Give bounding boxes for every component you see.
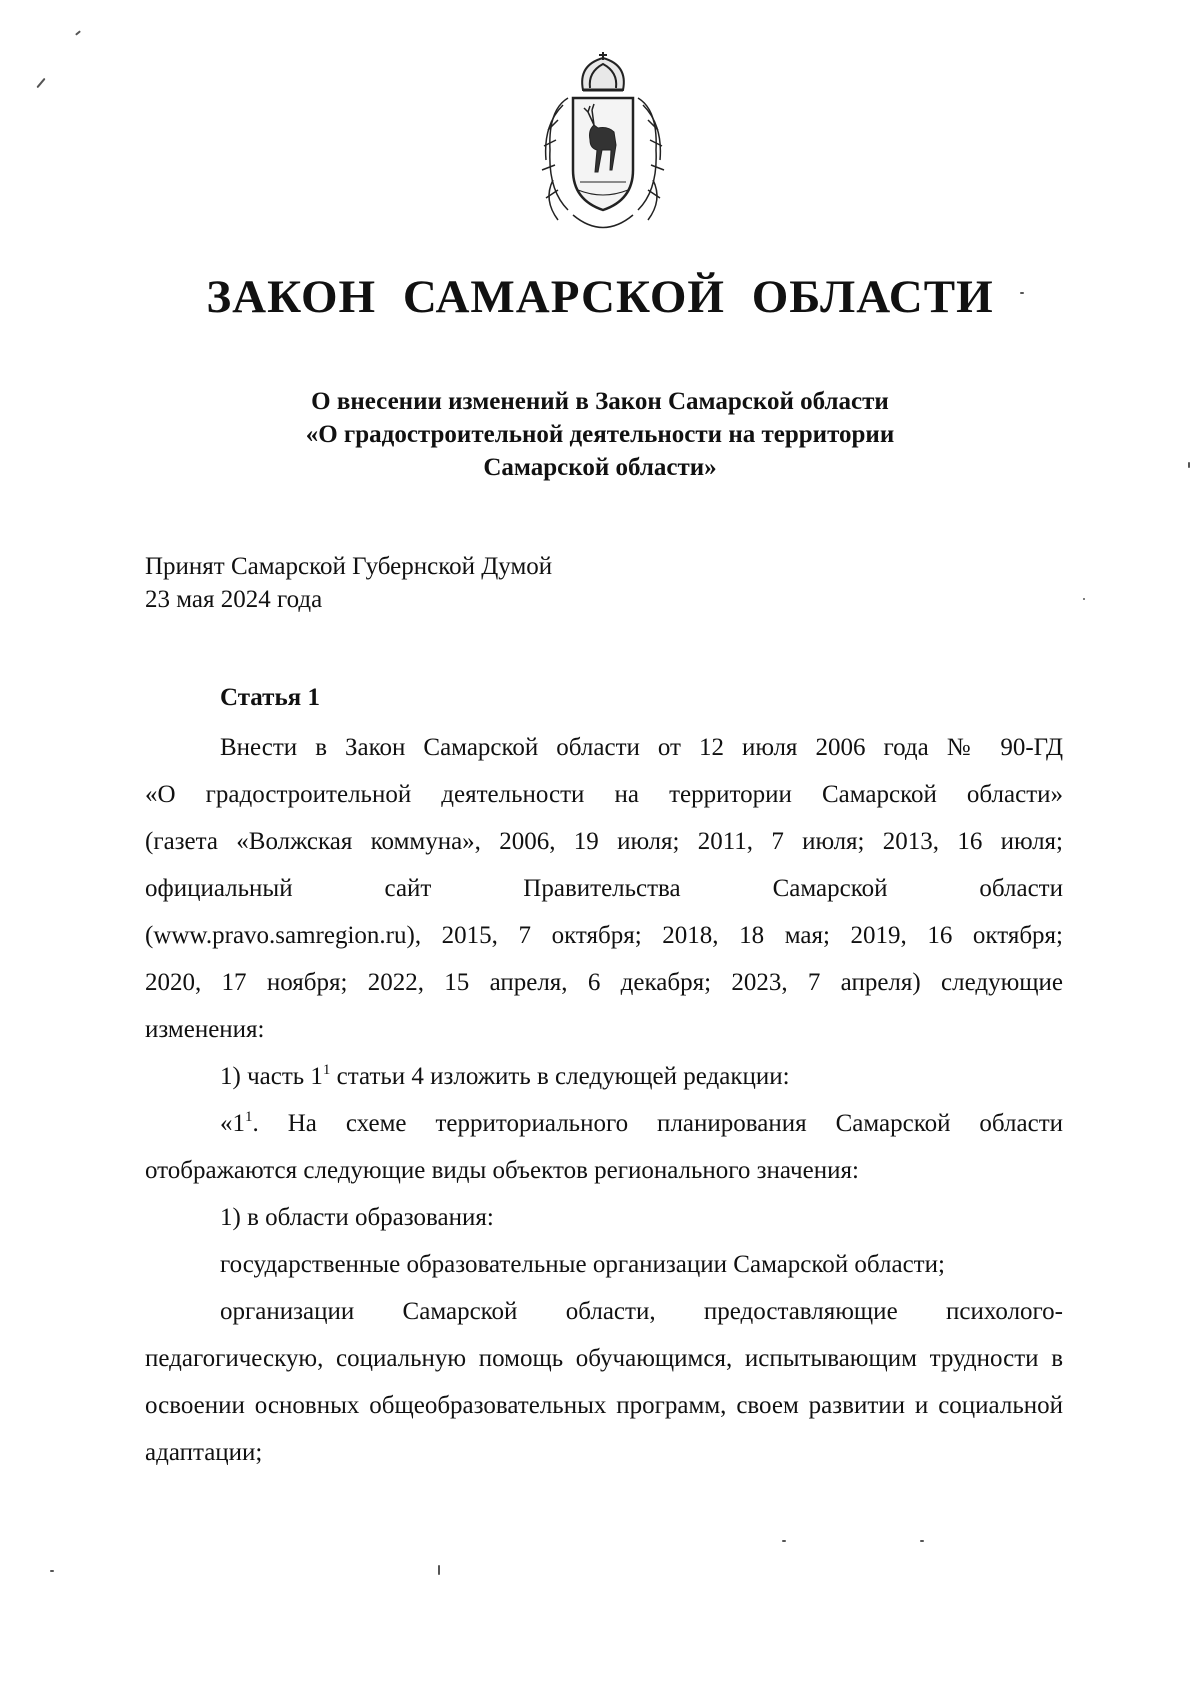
body-line: (www.pravo.samregion.ru), 2015, 7 октября; 2018, 18 мая; 2019, 16 октября; bbox=[145, 922, 1063, 949]
scan-speck bbox=[1188, 462, 1190, 468]
law-title: ЗАКОН САМАРСКОЙ ОБЛАСТИ bbox=[206, 271, 994, 323]
amendment-item bbox=[145, 1053, 1063, 1100]
sub-item-line: государственные образовательные организации Самарской области; bbox=[220, 1251, 945, 1278]
quote-body: . На схеме территориального планирования Самарской области отображаются следующие виды объектов регионального значения: bbox=[145, 1110, 1063, 1184]
body-line: официальный сайт Правительства Самарской области bbox=[145, 875, 1063, 902]
sub-item-line: организации Самарской области, предоставляющие психолого-педагогическую, социальную помощь обучающимся, испытывающим трудности в освоении основных общеобразовательных программ, своем развитии и социальной адаптации; bbox=[145, 1298, 1063, 1466]
quoted-text bbox=[145, 1100, 1063, 1194]
body-line: (газета «Волжская коммуна», 2006, 19 июля; 2011, 7 июля; 2013, 16 июля; bbox=[145, 828, 1063, 855]
adoption-date: 23 мая 2024 года bbox=[145, 586, 323, 613]
item-suffix: статьи 4 изложить в следующей редакции: bbox=[330, 1063, 790, 1090]
sub-item-education: 1) в области образования: bbox=[220, 1204, 494, 1231]
coat-of-arms bbox=[528, 50, 678, 240]
body-line: Внести в Закон Самарской области от 12 июля 2006 года № 90-ГД bbox=[220, 734, 1063, 761]
law-subtitle bbox=[0, 385, 1200, 484]
scan-speck bbox=[1020, 292, 1024, 294]
scan-speck bbox=[438, 1565, 440, 1575]
quote-prefix: «1 bbox=[220, 1110, 245, 1137]
adoption-note bbox=[145, 550, 552, 616]
body-line: 2020, 17 ноября; 2022, 15 апреля, 6 декабря; 2023, 7 апреля) следующие bbox=[145, 969, 1063, 996]
scan-speck bbox=[75, 30, 81, 35]
article-body bbox=[145, 724, 1063, 1476]
item-superscript: 1 bbox=[322, 1062, 331, 1078]
scan-speck bbox=[920, 1540, 924, 1542]
subtitle-line: Самарской области» bbox=[483, 454, 717, 481]
item-prefix: 1) часть 1 bbox=[220, 1063, 323, 1090]
scan-speck bbox=[50, 1570, 54, 1572]
subtitle-line: О внесении изменений в Закон Самарской области bbox=[311, 388, 889, 415]
quote-superscript: 1 bbox=[245, 1109, 253, 1125]
scan-speck bbox=[36, 78, 45, 88]
subtitle-line: «О градостроительной деятельности на территории bbox=[305, 421, 895, 448]
article-title: Статья 1 bbox=[220, 684, 320, 711]
body-line: «О градостроительной деятельности на территории Самарской области» bbox=[145, 781, 1063, 808]
scan-speck bbox=[782, 1540, 786, 1542]
adoption-body: Принят Самарской Губернской Думой bbox=[145, 553, 553, 580]
scan-speck bbox=[1083, 598, 1085, 600]
body-line: изменения: bbox=[145, 1016, 265, 1043]
